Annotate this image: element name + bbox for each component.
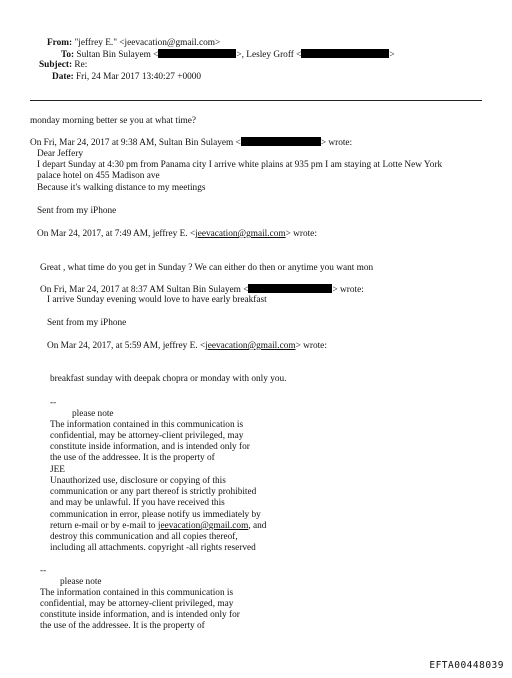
reply-text: monday morning better se you at what time? [30,116,197,126]
signature-line: communication or any part thereof is strictly prohibited [50,487,257,497]
quote1-line: I depart Sunday at 4:30 pm from Panama city I arrive white plains at 935 pm I am staying at Lotte New York [37,160,443,170]
signature-line: and may be unlawful. If you have received this [50,498,225,508]
quote1-line: Dear Jeffery [37,149,84,159]
quote4-header-pre: On Mar 24, 2017, at 5:59 AM, jeffrey E. < [47,341,206,351]
signature-line: Unauthorized use, disclosure or copying of this [50,476,226,486]
to-separator: >, Lesley Groff < [236,50,302,60]
signature-line: constitute inside information, and is intended only for [50,442,250,452]
signature-line: JEE [50,465,65,475]
signature2-dash: -- [40,566,47,576]
subject-row [39,60,87,71]
date-row [52,72,201,83]
signature2-line: the use of the addressee. It is the property of [40,621,205,631]
to-row [61,49,395,61]
date-label: Date: [52,72,74,82]
from-value: "jeffrey E." <jeevacation@gmail.com> [74,38,221,48]
signature-line: confidential, may be attorney-client privileged, may [50,431,244,441]
quote4-text: breakfast sunday with deepak chopra or monday with only you. [50,374,287,384]
quote1-sent: Sent from my iPhone [37,206,117,216]
from-label: From: [47,38,73,48]
quote3-header-post: > wrote: [332,285,364,295]
quote4-header-post: > wrote: [295,341,327,351]
subject-value: Re: [74,60,88,70]
email-link[interactable]: jeevacation@gmail.com [195,229,286,239]
email-link[interactable]: jeevacation@gmail.com [157,521,249,531]
quote1-line: palace hotel on 455 Madison ave [37,171,160,181]
quote2-header [37,229,317,240]
signature-line: The information contained in this communication is [50,420,244,430]
date-value: Fri, 24 Mar 2017 13:40:27 +0000 [76,72,202,82]
signature-dash: -- [50,398,57,408]
quote4-header [47,341,327,352]
signature-line: including all attachments. copyright -all rights reserved [50,543,256,553]
redaction-bar [301,49,389,58]
redaction-bar [248,284,332,293]
header-divider [30,100,482,101]
quote1-header-post: > wrote: [320,138,353,148]
to-label: To: [61,50,75,60]
signature-line: destroy this communication and all copies thereof, [50,532,238,542]
quote3-text: I arrive Sunday evening would love to have early breakfast [47,295,267,305]
from-row [47,38,220,49]
redaction-bar [158,49,236,58]
signature-return-pre: return e-mail or by e-mail to [50,521,158,531]
quote3-header-pre: On Fri, Mar 24, 2017 at 8:37 AM Sultan Bin Sulayem < [40,285,249,295]
signature2-line: confidential, may be attorney-client privileged, may [40,599,234,609]
quote1-line: Because it's walking distance to my meetings [37,183,206,193]
quote1-header-pre: On Fri, Mar 24, 2017 at 9:38 AM, Sultan Bin Sulayem < [30,138,241,148]
document-id: EFTA00448039 [429,660,504,671]
quote2-text: Great , what time do you get in Sunday ? We can either do then or anytime you want mon [40,263,374,273]
signature2-note: please note [60,577,102,587]
signature-note: please note [72,409,114,419]
signature2-line: constitute inside information, and is intended only for [40,610,240,620]
signature-line: the use of the addressee. It is the property of [50,453,215,463]
quote2-header-pre: On Mar 24, 2017, at 7:49 AM, jeffrey E. < [37,229,196,239]
email-link[interactable]: jeevacation@gmail.com [205,341,296,351]
signature-return-post: , and [248,521,267,531]
quote1-header [30,137,352,149]
to-name-1: Sultan Bin Sulayem < [76,50,159,60]
redaction-bar [241,137,321,146]
quote3-sent: Sent from my iPhone [47,318,127,328]
signature-return-line [50,521,266,532]
signature2-line: The information contained in this communication is [40,588,234,598]
to-end: > [389,50,395,60]
quote2-header-post: > wrote: [285,229,317,239]
subject-label: Subject: [39,60,73,70]
signature-line: communication in error, please notify us immediately by [50,510,261,520]
